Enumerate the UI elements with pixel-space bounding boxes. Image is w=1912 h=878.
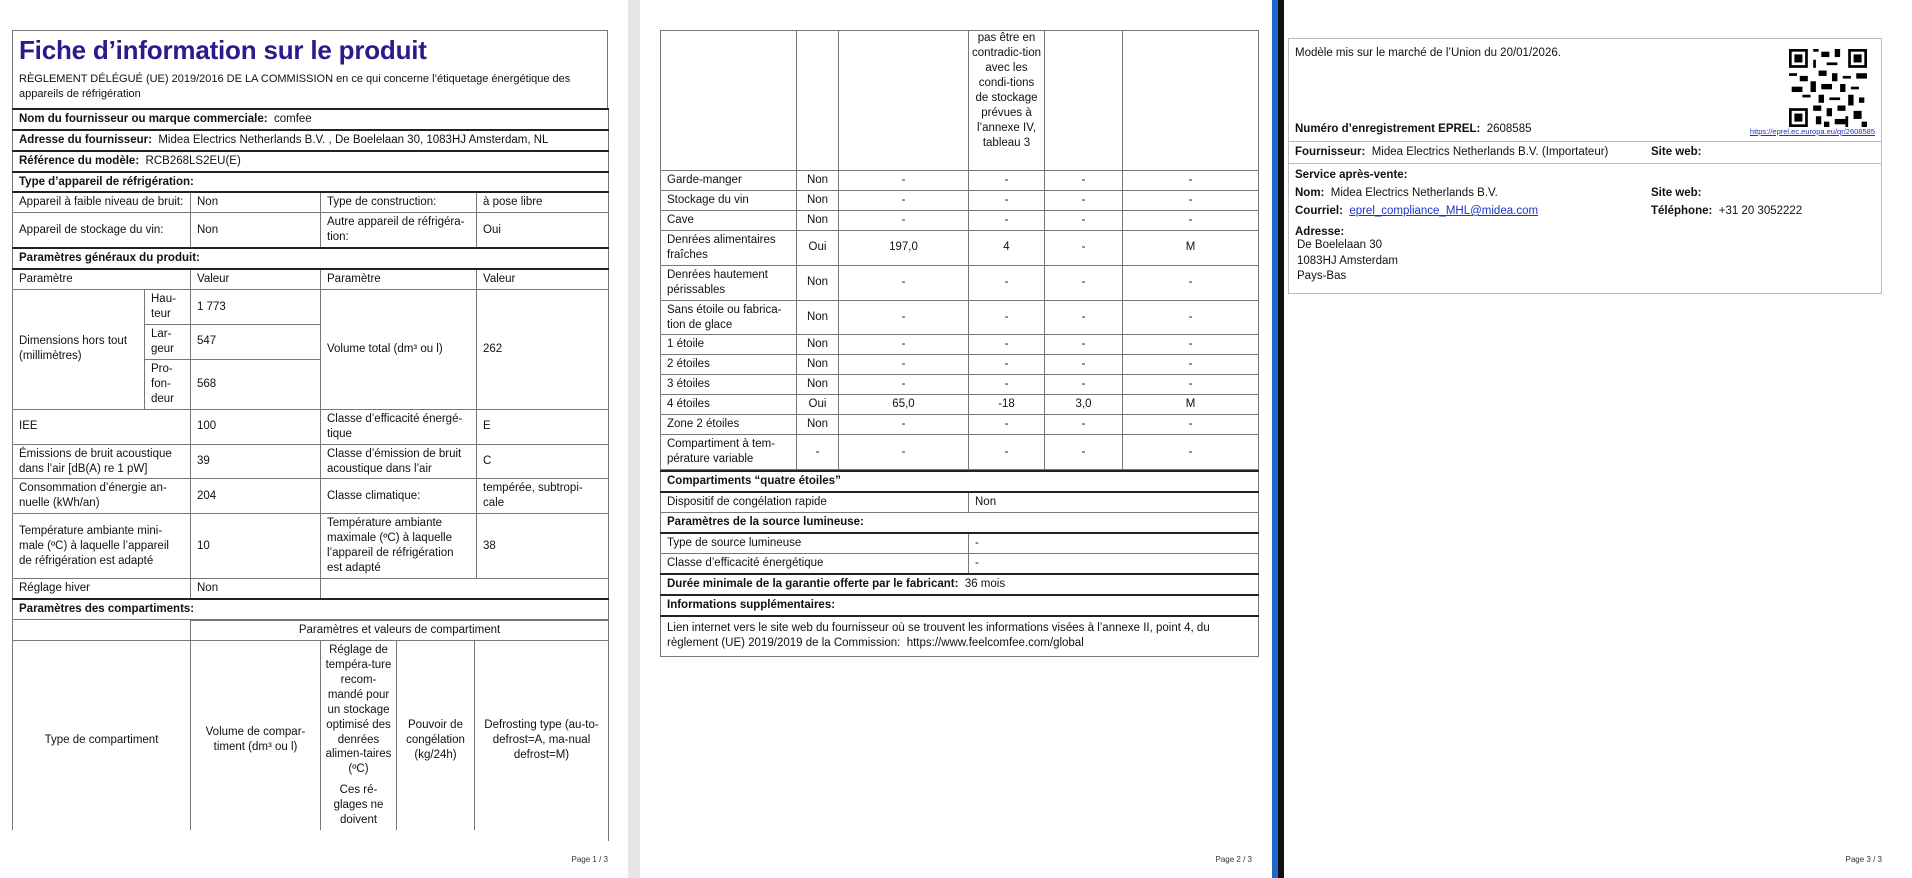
construction-label: Type de construction:	[321, 192, 477, 212]
compartment-cell: 65,0	[839, 395, 969, 415]
table-row	[661, 171, 1259, 191]
general-heading: Paramètres généraux du produit:	[13, 248, 609, 269]
compartment-cell: -	[1045, 190, 1123, 210]
page-1	[0, 0, 628, 878]
table-row	[661, 355, 1259, 375]
compartment-cell: -	[969, 210, 1045, 230]
table-row	[661, 435, 1259, 470]
compartment-cell: -	[1123, 210, 1259, 230]
website2-label: Site web:	[1651, 187, 1702, 199]
col-value-2: Valeur	[477, 269, 609, 289]
table-row	[661, 415, 1259, 435]
address-label: Adresse du fournisseur:	[19, 133, 152, 146]
compartment-cell: -	[1123, 435, 1259, 470]
light-class-value: -	[969, 553, 1259, 573]
address-value: Midea Electrics Netherlands B.V. , De Boelelaan 30, 1083HJ Amsterdam, NL	[158, 133, 549, 146]
table-row	[661, 265, 1259, 300]
compartment-cell: -	[1045, 435, 1123, 470]
other-label: Autre appareil de réfrigéra-tion:	[321, 213, 477, 248]
wine-label: Appareil de stockage du vin:	[13, 213, 191, 248]
tmin-label: Température ambiante mini-male (ºC) à laquelle l’appareil de réfrigération est adapté	[13, 514, 191, 579]
noise-class-value: C	[477, 444, 609, 479]
address-label: Adresse:	[1295, 226, 1345, 238]
depth-label: Pro-fon-deur	[145, 359, 191, 409]
page-2	[640, 0, 1272, 878]
comp-heading: Paramètres des compartiments:	[13, 599, 609, 619]
address-line-1: De Boelelaan 30	[1297, 239, 1383, 251]
winter-value: Non	[191, 579, 321, 599]
compartment-cell: Non	[797, 171, 839, 191]
compartment-name: Compartiment à tem-pérature variable	[661, 435, 797, 470]
compartment-cell: Non	[797, 375, 839, 395]
noise-value: 39	[191, 444, 321, 479]
compartment-cell: -	[839, 190, 969, 210]
compartment-cell: -	[839, 210, 969, 230]
comp-temp: Réglage de tempéra-ture recom-mandé pour un stockage optimisé des denrées alimen-taires (ºC)	[325, 643, 392, 776]
tmin-value: 10	[191, 514, 321, 579]
comp-group: Paramètres et valeurs de compartiment	[191, 620, 609, 640]
extra-text: Lien internet vers le site web du fournisseur où se trouvent les informations visées à l’annexe II, point 4, du règlement (UE) 2019/2019 de la Commission:	[667, 621, 1210, 649]
table-row	[661, 375, 1259, 395]
compartment-name: 4 étoiles	[661, 395, 797, 415]
light-type-value: -	[969, 533, 1259, 553]
tmax-label: Température ambiante maximale (ºC) à laquelle l’appareil de réfrigération est adapté	[321, 514, 477, 579]
compartment-cell: -	[1123, 265, 1259, 300]
compartment-cell: -	[839, 265, 969, 300]
comp-temp-note: Ces ré-glages ne doivent	[333, 784, 384, 827]
model-label: Référence du modèle:	[19, 154, 140, 167]
document-header	[12, 30, 608, 108]
page-number: Page 1 / 3	[571, 855, 608, 864]
eprel-link[interactable]: https://eprel.ec.europa.eu/qr/2608585	[1749, 127, 1875, 136]
noise-label: Émissions de bruit acoustique dans l’air [dB(A) re 1 pW]	[13, 444, 191, 479]
compartment-name: Zone 2 étoiles	[661, 415, 797, 435]
warranty-value: 36 mois	[964, 577, 1006, 590]
compartment-cell: 197,0	[839, 230, 969, 265]
name-value: Midea Electrics Netherlands B.V.	[1330, 187, 1498, 199]
compartment-cell: -	[1045, 415, 1123, 435]
comp-volume: Volume de compar-timent (dm³ ou l)	[191, 640, 321, 840]
address-line-3: Pays-Bas	[1297, 270, 1347, 283]
noise-class-label: Classe d’émission de bruit acoustique dans l’air	[321, 444, 477, 479]
climate-label: Classe climatique:	[321, 479, 477, 514]
iee-label: IEE	[13, 409, 191, 444]
compartment-cell: -	[1045, 375, 1123, 395]
compartment-cell: Non	[797, 265, 839, 300]
product-info-table	[12, 108, 609, 620]
compartment-name: 2 étoiles	[661, 355, 797, 375]
eff-class-value: E	[477, 409, 609, 444]
compartment-cell: -	[969, 335, 1045, 355]
compartment-cell: -	[1123, 300, 1259, 335]
compartment-name: 1 étoile	[661, 335, 797, 355]
table-row	[661, 300, 1259, 335]
compartment-cell: -	[1123, 375, 1259, 395]
quick-freeze-label: Dispositif de congélation rapide	[661, 492, 969, 512]
qr-code-icon[interactable]	[1789, 49, 1867, 127]
compartment-cell: 3,0	[1045, 395, 1123, 415]
compartment-cell: M	[1123, 395, 1259, 415]
service-heading: Service après-vente:	[1295, 169, 1408, 181]
compartment-cell: 4	[969, 230, 1045, 265]
compartment-cell: Non	[797, 210, 839, 230]
comp-type: Type de compartiment	[13, 640, 191, 840]
model-value: RCB268LS2EU(E)	[145, 154, 241, 167]
compartment-cell: -	[839, 300, 969, 335]
compartment-cell: -	[1045, 171, 1123, 191]
compartment-cell: -	[1045, 355, 1123, 375]
wine-value: Non	[191, 213, 321, 248]
compartment-cell: -	[1123, 355, 1259, 375]
compartment-cell: -	[969, 265, 1045, 300]
low-noise-label: Appareil à faible niveau de bruit:	[13, 192, 191, 212]
compartment-cell: -18	[969, 395, 1045, 415]
p3-supplier-value: Midea Electrics Netherlands B.V. (Importateur)	[1371, 146, 1609, 158]
compartment-cell: -	[839, 415, 969, 435]
iee-value: 100	[191, 409, 321, 444]
winter-label: Réglage hiver	[13, 579, 191, 599]
compartment-table	[660, 30, 1259, 470]
compartment-cell: -	[1045, 335, 1123, 355]
market-date: Modèle mis sur le marché de l’Union du 20/01/2026.	[1295, 47, 1561, 59]
compartment-cell: -	[1045, 210, 1123, 230]
comp-freeze: Pouvoir de congélation (kg/24h)	[397, 640, 475, 840]
warranty-label: Durée minimale de la garantie offerte par le fabricant:	[667, 577, 959, 590]
quick-freeze-value: Non	[969, 492, 1259, 512]
low-noise-value: Non	[191, 192, 321, 212]
phone-label: Téléphone:	[1651, 205, 1713, 217]
compartment-cell: -	[969, 415, 1045, 435]
compartment-cell: Non	[797, 335, 839, 355]
light-class-label: Classe d’efficacité énergétique	[661, 553, 969, 573]
compartment-name: Denrées alimentaires fraîches	[661, 230, 797, 265]
height-label: Hau-teur	[145, 290, 191, 325]
width-label: Lar-geur	[145, 325, 191, 360]
supplier-label: Nom du fournisseur ou marque commerciale:	[19, 112, 268, 125]
compartment-name: Denrées hautement périssables	[661, 265, 797, 300]
energy-label: Consommation d’énergie an-nuelle (kWh/an)	[13, 479, 191, 514]
other-value: Oui	[477, 213, 609, 248]
extra-table	[660, 470, 1259, 657]
extra-heading: Informations supplémentaires:	[661, 595, 1259, 616]
table-row	[661, 335, 1259, 355]
compartment-cell: Non	[797, 190, 839, 210]
col-param-2: Paramètre	[321, 269, 477, 289]
compartment-cell: Oui	[797, 395, 839, 415]
p3-supplier-label: Fournisseur:	[1295, 146, 1366, 158]
table-row	[661, 210, 1259, 230]
page-number: Page 2 / 3	[1215, 855, 1252, 864]
light-heading: Paramètres de la source lumineuse:	[661, 512, 1259, 532]
col-value: Valeur	[191, 269, 321, 289]
compartment-name: 3 étoiles	[661, 375, 797, 395]
compartment-header-table	[12, 620, 609, 841]
compartment-name: Garde-manger	[661, 171, 797, 191]
address-line-2: 1083HJ Amsterdam	[1297, 254, 1398, 267]
height-value: 1 773	[191, 290, 321, 325]
compartment-cell: -	[969, 190, 1045, 210]
light-type-label: Type de source lumineuse	[661, 533, 969, 553]
email-link[interactable]: eprel_compliance_MHL@midea.com	[1349, 205, 1539, 217]
phone-value: +31 20 3052222	[1718, 205, 1803, 217]
compartment-cell: -	[969, 171, 1045, 191]
eprel-label: Numéro d’enregistrement EPREL:	[1295, 123, 1481, 135]
compartment-cell: Oui	[797, 230, 839, 265]
compartment-cell: -	[1123, 190, 1259, 210]
compartment-cell: -	[1123, 171, 1259, 191]
compartment-cell: -	[969, 375, 1045, 395]
construction-value: à pose libre	[477, 192, 609, 212]
energy-value: 204	[191, 479, 321, 514]
p3-website-label: Site web:	[1651, 146, 1702, 158]
compartment-cell: Non	[797, 300, 839, 335]
compartment-cell: -	[839, 375, 969, 395]
compartment-cell: -	[1123, 335, 1259, 355]
compartment-name: Sans étoile ou fabrica-tion de glace	[661, 300, 797, 335]
supplier-value: comfee	[273, 112, 312, 125]
volume-label: Volume total (dm³ ou l)	[321, 290, 477, 410]
compartment-cell: -	[1045, 265, 1123, 300]
compartment-cell: M	[1123, 230, 1259, 265]
regulation-text: RÈGLEMENT DÉLÉGUÉ (UE) 2019/2016 DE LA COMMISSION en ce qui concerne l’étiquetage énergétique des appareils de réfrigération	[19, 73, 571, 100]
compartment-name: Stockage du vin	[661, 190, 797, 210]
compartment-cell: -	[839, 171, 969, 191]
compartment-cell: -	[1123, 415, 1259, 435]
table-row	[661, 230, 1259, 265]
eprel-value: 2608585	[1486, 123, 1532, 135]
compartment-name: Cave	[661, 210, 797, 230]
volume-value: 262	[477, 290, 609, 410]
compartment-cell: Non	[797, 355, 839, 375]
compartment-cell: -	[839, 355, 969, 375]
compartment-cell: -	[969, 300, 1045, 335]
table-row	[661, 395, 1259, 415]
eff-class-label: Classe d’efficacité énergé-tique	[321, 409, 477, 444]
tmax-value: 38	[477, 514, 609, 579]
type-heading: Type d’appareil de réfrigération:	[13, 172, 609, 193]
compartment-cell: -	[797, 435, 839, 470]
compartment-cell: Non	[797, 415, 839, 435]
dims-label: Dimensions hors tout (millimètres)	[13, 290, 145, 410]
compartment-cell: -	[969, 355, 1045, 375]
climate-value: tempérée, subtropi-cale	[477, 479, 609, 514]
compartment-cell: -	[969, 435, 1045, 470]
four-star-heading: Compartiments “quatre étoiles”	[661, 471, 1259, 492]
compartment-cell: -	[1045, 300, 1123, 335]
temp-note-continued: pas être en contradic-tion avec les condi-tions de stockage prévues à l’annexe IV, tableau 3	[969, 31, 1045, 171]
comp-defrost: Defrosting type (au-to-defrost=A, ma-nual defrost=M)	[475, 640, 609, 840]
compartment-cell: -	[1045, 230, 1123, 265]
page-number: Page 3 / 3	[1845, 855, 1882, 864]
page-title: Fiche d’information sur le produit	[19, 35, 427, 65]
compartment-cell: -	[839, 335, 969, 355]
supplier-website-url[interactable]: https://www.feelcomfee.com/global	[906, 636, 1084, 649]
width-value: 547	[191, 325, 321, 360]
email-label: Courriel:	[1295, 205, 1343, 217]
compartment-cell: -	[839, 435, 969, 470]
name-label: Nom:	[1295, 187, 1325, 199]
table-row	[661, 190, 1259, 210]
depth-value: 568	[191, 359, 321, 409]
supplier-info-box	[1288, 38, 1882, 294]
col-param: Paramètre	[13, 269, 191, 289]
